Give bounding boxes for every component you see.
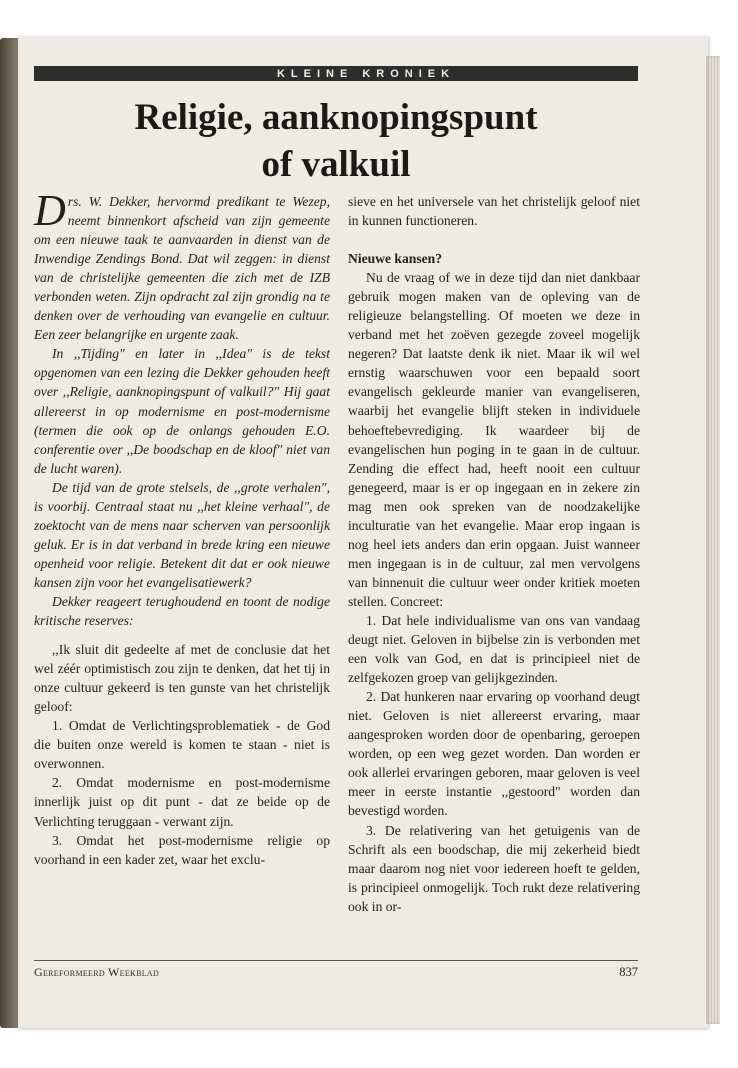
intro-paragraph-1 (34, 186, 330, 344)
title-line-1: Religie, aanknopingspunt (134, 97, 538, 138)
title-line-2: of valkuil (261, 144, 411, 185)
subheading: Nieuwe kansen? (348, 251, 443, 267)
body-paragraph-2: 1. Dat hele individualisme van ons van vandaag deugt niet. Geloven in bijbelse zin is verbonden met een volk van God, en dat is principieel niet de zelfgekozen groep van gelijkgezinden. (348, 612, 640, 686)
intro-paragraph-3: De tijd van de grote stelsels, de ,,grote verhalen", is voorbij. Centraal staat nu ,,het kleine verhaal", de zoektocht van de mens naar scherven van persoonlijk geluk. Er is in dat verband in brede kring een nieuwe openheid voor religie. Betekent dit dat er ook nieuwe kansen zijn voor het evangelisatiewerk? (34, 479, 330, 590)
publication-name: Gereformeerd Weekblad (34, 965, 160, 979)
quote-paragraph-2: 1. Omdat de Verlichtingsproblematiek - de God die buiten onze wereld is komen te staan - niet is overwonnen. (34, 718, 330, 772)
right-column (348, 192, 640, 916)
quote-paragraph-3: 2. Omdat modernisme en post-modernisme innerlijk juist op dit punt - dat ze beide op de Verlichting teruggaan - verwant zijn. (34, 775, 330, 829)
body-paragraph-3: 2. Dat hunkeren naar ervaring op voorhand deugt niet. Geloven is niet allereerst ervaring, maar aangesproken worden door de openbaring, geroepen worden, op een weg gezet worden. Dan worden er ook allerlei ervaringen geboren, maar geloven is veel meer in eerste instantie ,,gestoord" worden dan bevestigd worden. (348, 689, 640, 819)
intro-paragraph-2: In ,,Tijding" en later in ,,Idea" is de tekst opgenomen van een lezing die Dekker gehouden heeft over ,,Religie, aanknopingspunt of valkuil?" Hij gaat allereerst in op modernisme en post-modernisme (termen die ook op de onlangs gehouden E.O. conferentie over ,,De boodschap en de kloof" niet van de lucht waren). (34, 346, 330, 476)
section-banner (34, 66, 638, 81)
footer-rule (34, 960, 638, 961)
intro-paragraph-1-text: rs. W. Dekker, hervormd predikant te Wezep, neemt binnenkort afscheid van zijn gemeente om een nieuwe taak te aanvaarden in dienst van de Inwendige Zendings Bond. Dat wil zeggen: in dienst van de christelijke gemeenten die zich met de IZB verbonden weten. Zijn opdracht zal zijn grondig na te denken over de verhouding van evangelie en cultuur. Een zeer belangrijke en urgente zaak. (34, 194, 330, 343)
article-title (34, 94, 638, 188)
page-number: 837 (619, 965, 638, 979)
quote-paragraph-4: 3. Omdat het post-modernisme religie op voorhand in een kader zet, waar het exclu- (34, 832, 330, 867)
body-paragraph-4: 3. De relativering van het getuigenis van de Schrift als een boodschap, die mij zekerheid biedt maar daarom nog niet voor iedereen hoeft te gelden, is principieel onmogelijk. Toch rukt deze relativering ook in or- (348, 822, 640, 914)
section-label: KLEINE KRONIEK (276, 67, 456, 80)
drop-cap: D (34, 186, 66, 235)
left-column (34, 186, 330, 869)
continued-paragraph: sieve en het universele van het christelijk geloof niet in kunnen functioneren. (348, 194, 640, 229)
quote-paragraph-1: ,,Ik sluit dit gedeelte af met de conclusie dat het wel zéér optimistisch zou zijn te denken, dat het tij in onze cultuur gekeerd is ten gunste van het christelijk geloof: (34, 642, 330, 715)
body-paragraph-1: Nu de vraag of we in deze tijd dan niet dankbaar gebruik mogen maken van de opleving van de religieuze belangstelling. Of moeten we deze in verband met het zoëven gezegde zoveel mogelijk negeren? Dat laatste denk ik niet. Maar ik wil wel ernstig waarschuwen voor een bepaald soort evangelisch gekleurde manier van evangeliseren, waarbij het evangelie blijft steken in individuele behoeftebevrediging. Ik waardeer bij de evangelischen hun poging in te gaan in de cultuur. Zending die effect had, heeft nooit een cultuur genegeerd, maar is er op ingegaan en in zekere zin mag men ook spreken van de noodzakelijke inculturatie van het evangelie. Maar erop ingaan is nog heel iets anders dan erin opgaan. Juist wanneer men ingegaan is in de cultuur, zal men vervolgens van binnenuit die cultuur weer onder kritiek moeten stellen. Concreet: (348, 270, 640, 609)
book-spine (0, 38, 20, 1028)
intro-paragraph-4: Dekker reageert terughoudend en toont de nodige kritische reserves: (34, 593, 330, 629)
page-edges (706, 56, 720, 1024)
